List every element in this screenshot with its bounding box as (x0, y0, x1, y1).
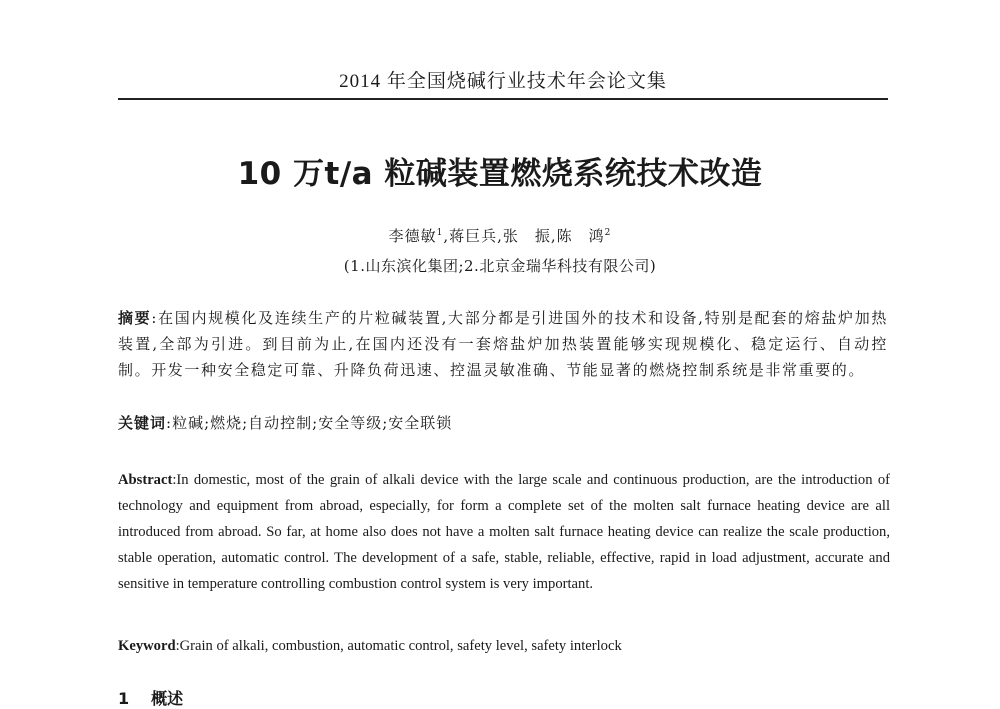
abstract-chinese-text: :在国内规模化及连续生产的片粒碱装置,大部分都是引进国外的技术和设备,特别是配套的熔盐炉加热装置,全部为引进。到目前为止,在国内还没有一套熔盐炉加热装置能够实现规模化、稳定运行、自动控制。开发一种安全稳定可靠、升降负荷迅速、控温灵敏准确、节能显著的燃烧控制系统是非常重要的。 (118, 309, 888, 379)
keywords-chinese (118, 410, 888, 436)
section-title: 概述 (151, 689, 184, 708)
abstract-english (118, 467, 890, 597)
keywords-chinese-text: :粒碱;燃烧;自动控制;安全等级;安全联锁 (166, 414, 453, 432)
keywords-english-text: :Grain of alkali, combustion, automatic control, safety level, safety interlock (175, 638, 622, 654)
author-first-affil-mark: 1 (436, 228, 444, 238)
header-rule (118, 98, 888, 100)
author-first: 李德敏 (388, 227, 437, 245)
keywords-english (118, 635, 890, 657)
abstract-english-text: :In domestic, most of the grain of alkali device with the large scale and continuous production, are the introduction of technology and equipment from abroad, especially, for form a complete set of the molten salt furnace heating device are all introduced from abroad. So far, at home also does not have a molten salt furnace heating device can realize the scale production, stable operation, automatic control. The development of a safe, stable, reliable, effective, rapid in load adjustment, accurate and sensitive in temperature controlling combustion control system is very important. (118, 472, 890, 592)
running-header: 2014 年全国烧碱行业技术年会论文集 (339, 71, 667, 92)
section-heading (118, 686, 183, 709)
abstract-chinese (118, 305, 888, 383)
keywords-english-label: Keyword (118, 638, 176, 654)
affiliation: (1.山东滨化集团;2.北京金瑞华科技有限公司) (343, 257, 657, 275)
keywords-chinese-label: 关键词 (118, 414, 167, 432)
article-title: 10 万t/a 粒碱装置燃烧系统技术改造 (237, 156, 763, 192)
abstract-english-label: Abstract (118, 472, 173, 488)
abstract-chinese-label: 摘要 (118, 309, 152, 327)
section-number: 1 (118, 689, 130, 708)
author-others: ,蒋巨兵,张 振,陈 鸿 (443, 227, 605, 245)
author-last-affil-mark: 2 (604, 228, 612, 238)
author-line (100, 225, 900, 246)
